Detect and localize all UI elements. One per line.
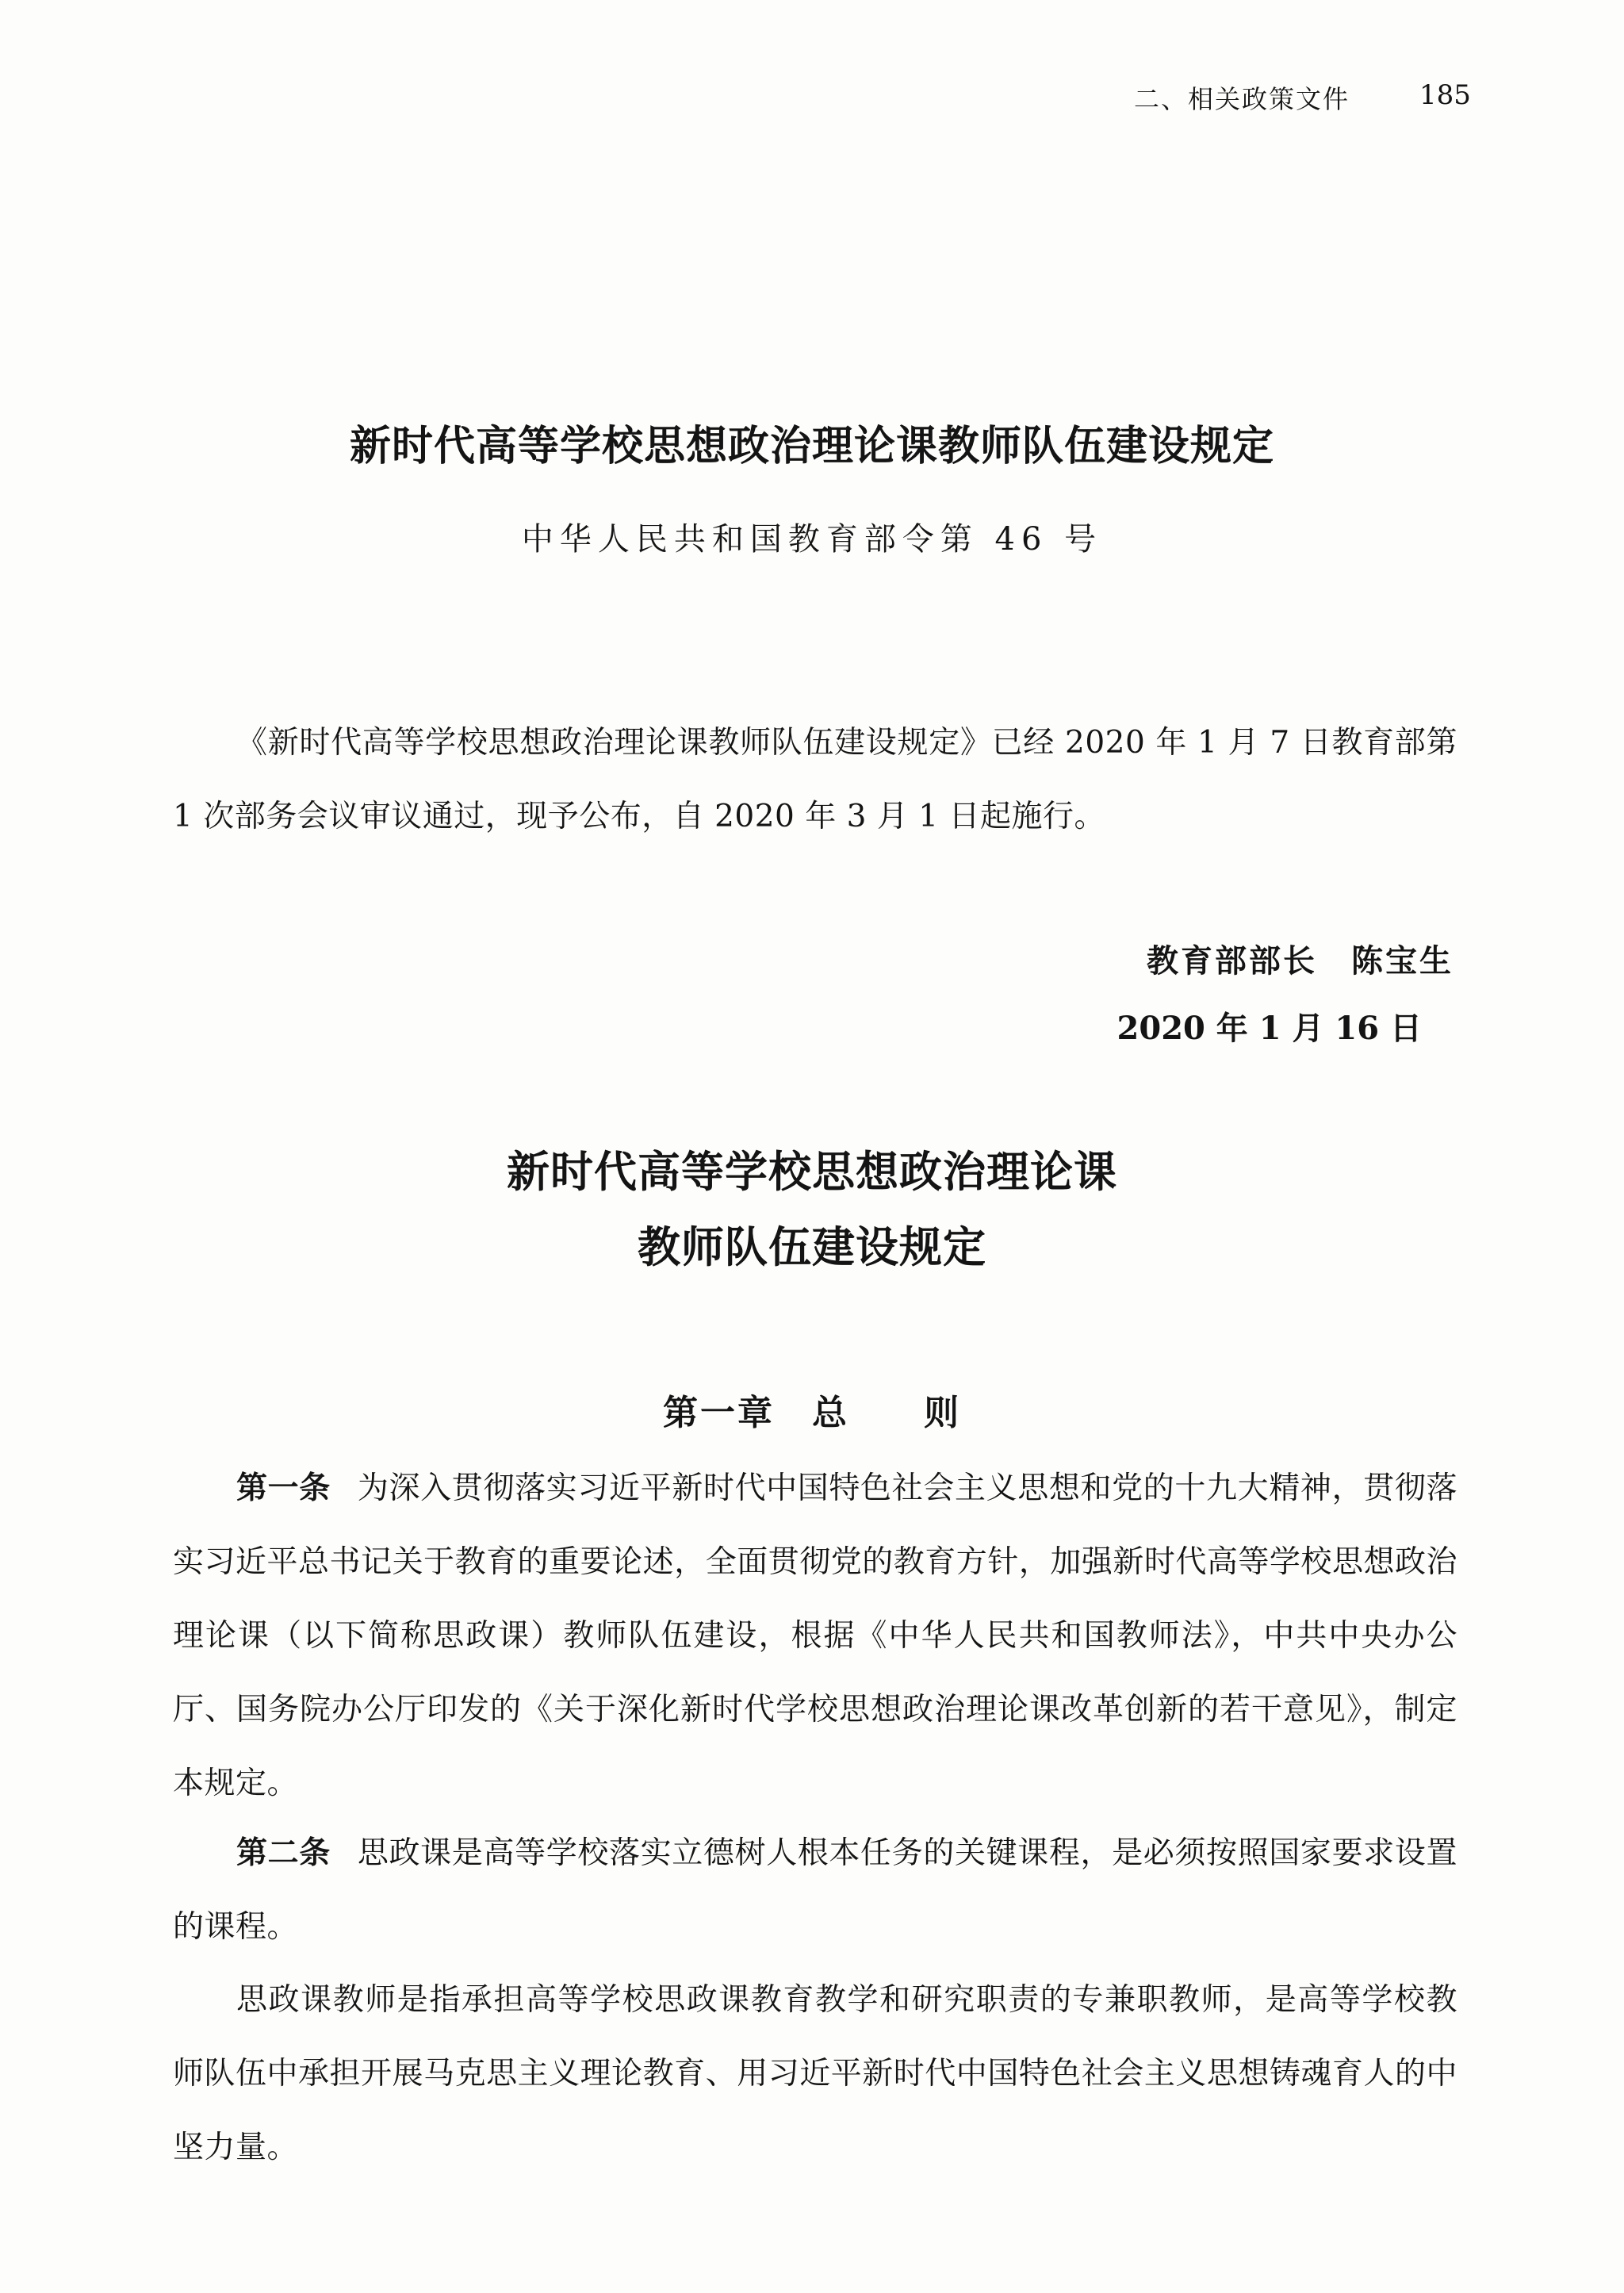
article-1 xyxy=(173,1451,1457,1820)
document-title: 新时代高等学校思想政治理论课教师队伍建设规定 xyxy=(349,422,1274,470)
article-2-label: 第二条 xyxy=(236,1835,331,1871)
article-2-paragraph-2: 思政课教师是指承担高等学校思政课教育教学和研究职责的专兼职教师，是高等学校教师队伍中承担开展马克思主义理论教育、用习近平新时代中国特色社会主义思想铸魂育人的中坚力量。 xyxy=(173,1982,1457,2165)
signature-date: 2020 年 1 月 16 日 xyxy=(1116,1010,1422,1047)
signatory: 教育部部长 陈宝生 xyxy=(1147,942,1454,980)
running-header-section: 二、相关政策文件 xyxy=(1134,84,1350,114)
article-1-label: 第一条 xyxy=(236,1470,331,1506)
regulation-title-line1: 新时代高等学校思想政治理论课 xyxy=(507,1146,1117,1197)
preamble-paragraph: 《新时代高等学校思想政治理论课教师队伍建设规定》已经 2020 年 1 月 7 日教育部第 1 次部务会议审议通过，现予公布，自 2020 年 3 月 1 日起施行。 xyxy=(173,725,1457,834)
decree-number: 中华人民共和国教育部令第 46 号 xyxy=(521,521,1103,558)
regulation-title-line2: 教师队伍建设规定 xyxy=(638,1221,986,1272)
article-2-text: 思政课是高等学校落实立德树人根本任务的关键课程，是必须按照国家要求设置的课程。 xyxy=(173,1835,1457,1945)
chapter-heading: 第一章 总 则 xyxy=(663,1393,961,1433)
article-2 xyxy=(173,1816,1457,1964)
page-number: 185 xyxy=(1419,79,1471,111)
article-1-text: 为深入贯彻落实习近平新时代中国特色社会主义思想和党的十九大精神，贯彻落实习近平总书记关于教育的重要论述，全面贯彻党的教育方针，加强新时代高等学校思想政治理论课（以下简称思政课）教师队伍建设，根据《中华人民共和国教师法》，中共中央办公厅、国务院办公厅印发的《关于深化新时代学校思想政治理论课改革创新的若干意见》，制定本规定。 xyxy=(173,1471,1457,1801)
